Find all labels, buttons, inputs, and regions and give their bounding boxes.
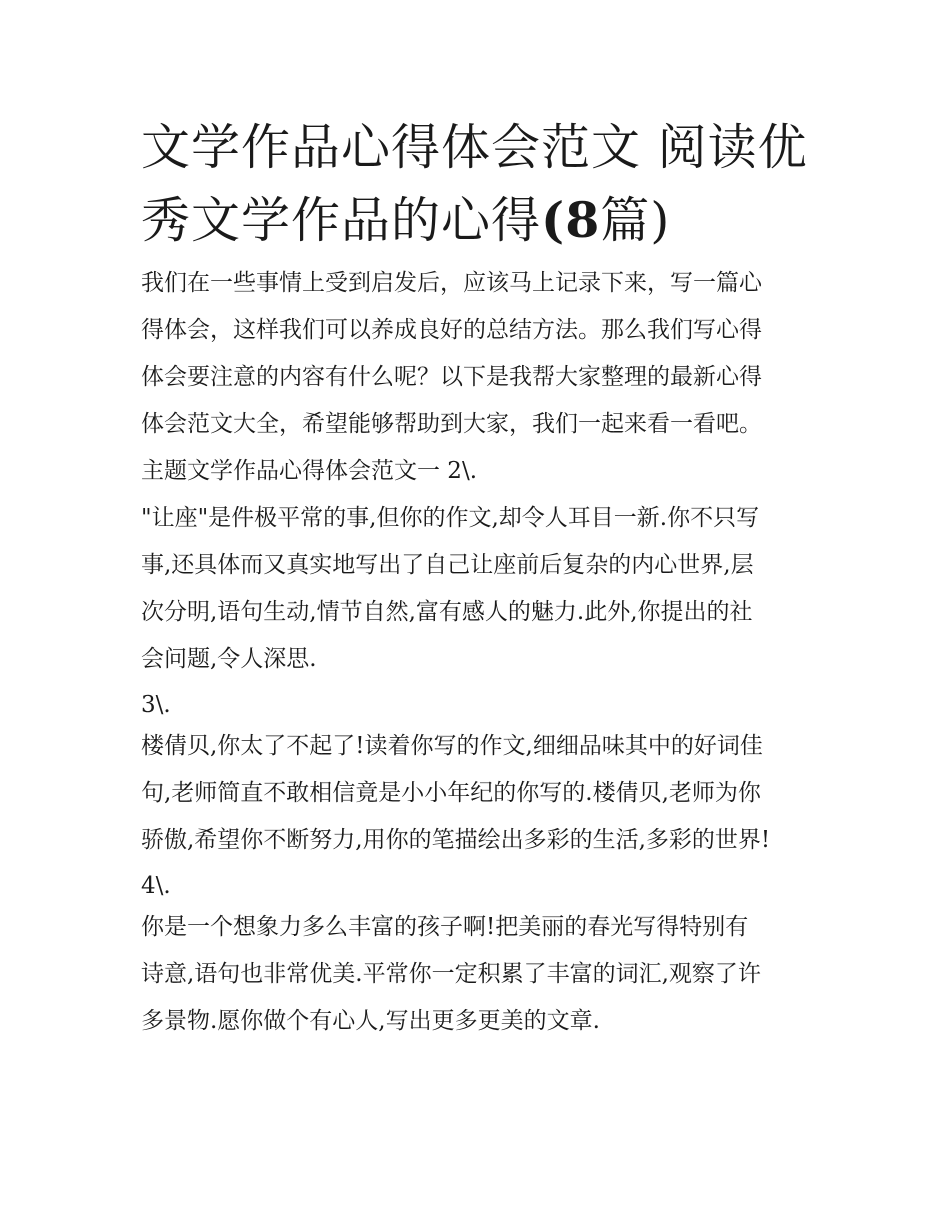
body-line-4: 体会范文大全，希望能够帮助到大家，我们一起来看一看吧。 — [141, 411, 762, 437]
body-line-5: 主题文学作品心得体会范文一 2\. — [141, 458, 478, 484]
document-page — [141, 112, 821, 1050]
body-line-6: "让座"是件极平常的事,但你的作文,却令人耳目一新.你不只写 — [141, 505, 760, 531]
title-line-1: 文学作品心得体会范文 阅读优 — [141, 119, 808, 176]
body-line-1: 我们在一些事情上受到启发后，应该马上记录下来，写一篇心 — [141, 270, 762, 296]
body-line-11: 楼倩贝,你太了不起了!读着你写的作文,细细品味其中的好词佳 — [141, 733, 763, 759]
body-line-10: 3\. — [141, 692, 171, 718]
body-line-16: 诗意,语句也非常优美.平常你一定积累了丰富的词汇,观察了许 — [141, 961, 761, 987]
body-line-12: 句,老师简直不敢相信竟是小小年纪的你写的.楼倩贝,老师为你 — [141, 780, 761, 806]
body-line-14: 4\. — [141, 873, 171, 899]
body-line-13: 骄傲,希望你不断努力,用你的笔描绘出多彩的生活,多彩的世界! — [141, 827, 771, 853]
body-line-9: 会问题,令人深思. — [141, 646, 317, 672]
title-line-2b: (8 — [541, 191, 601, 249]
body-line-7: 事,还具体而又真实地写出了自己让座前后复杂的内心世界,层 — [141, 552, 754, 578]
body-line-8: 次分明,语句生动,情节自然,富有感人的魅力.此外,你提出的社 — [141, 599, 753, 625]
title-line-2a: 秀文学作品的心得 — [141, 192, 542, 249]
document-title — [141, 112, 821, 257]
body-line-3: 体会要注意的内容有什么呢？以下是我帮大家整理的最新心得 — [141, 364, 762, 390]
body-line-2: 得体会，这样我们可以养成良好的总结方法。那么我们写心得 — [141, 317, 762, 343]
title-line-2c: 篇) — [600, 192, 671, 249]
body-line-15: 你是一个想象力多么丰富的孩子啊!把美丽的春光写得特别有 — [141, 914, 749, 940]
body-line-17: 多景物.愿你做个有心人,写出更多更美的文章. — [141, 1008, 600, 1034]
